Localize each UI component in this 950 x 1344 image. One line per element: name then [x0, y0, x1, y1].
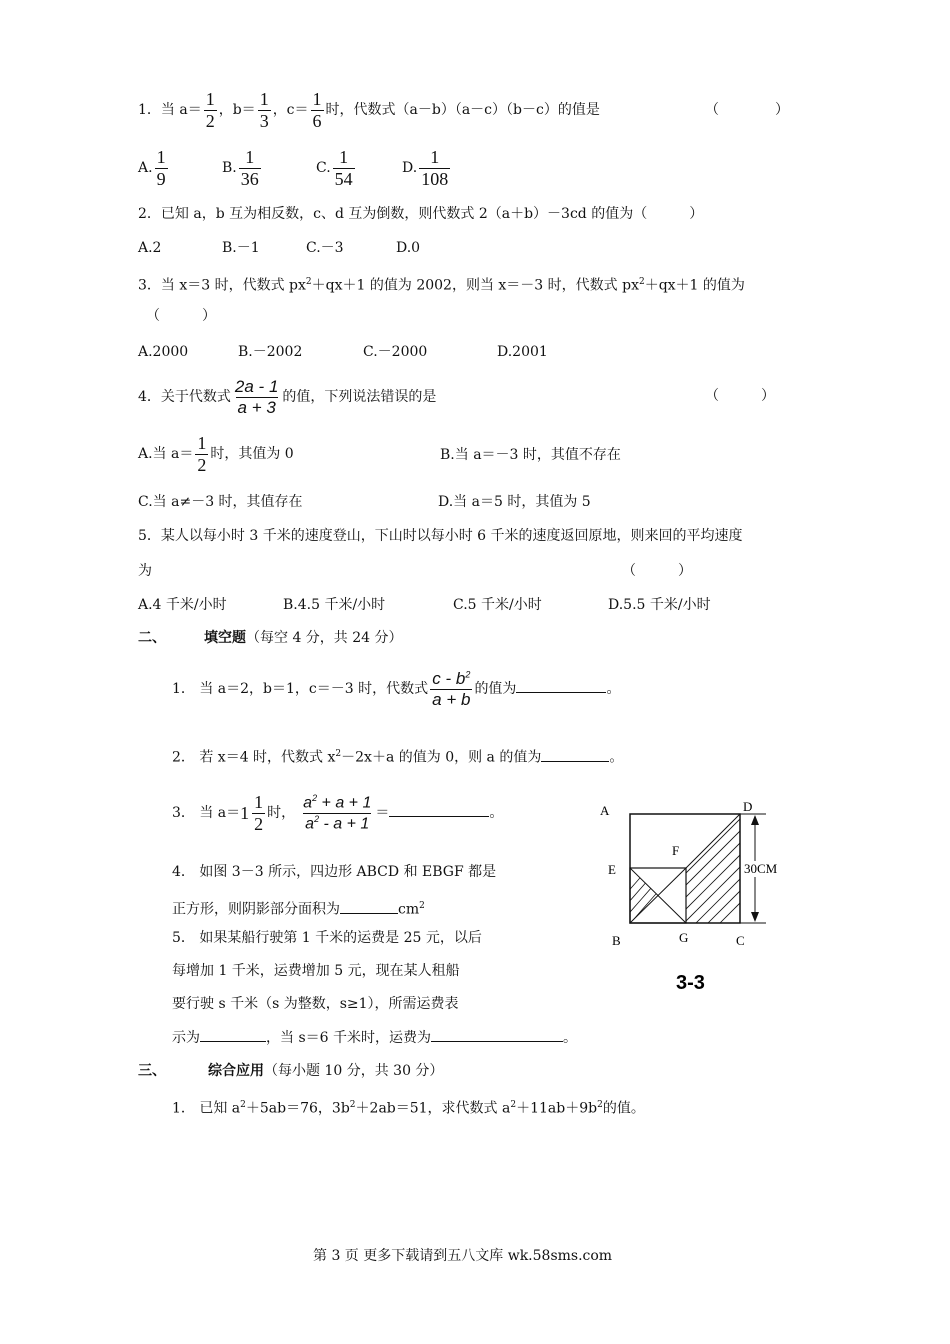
- q3-sup: 2: [305, 277, 312, 287]
- q1-frac-a: [204, 89, 217, 131]
- hatching-large: [590, 805, 820, 945]
- section-3-heading: [138, 1061, 443, 1081]
- q1-text: ，b＝: [218, 102, 256, 118]
- q1-c-num: 1: [312, 88, 322, 109]
- f4-unit-sup: 2: [419, 901, 425, 911]
- q1-text: 1．当 a＝: [138, 102, 202, 118]
- q1-opt-frac: [419, 147, 450, 189]
- f3-den: 2: [254, 813, 264, 834]
- answer-blank[interactable]: [200, 1027, 266, 1042]
- q1-opt-den: 108: [421, 168, 449, 189]
- q1-opt-label: C.: [316, 160, 331, 176]
- q3-text: ＋qx＋1 的值为: [644, 277, 745, 294]
- f3-text: 。: [489, 805, 504, 821]
- f3-expr-part: a: [305, 814, 315, 832]
- q5-option-d: D.5.5 千米/小时: [608, 597, 711, 613]
- q4-den: a + 3: [237, 397, 276, 417]
- q1-opt-label: D.: [402, 160, 418, 176]
- q1-opt-frac: [155, 147, 168, 189]
- q1-opt-label: A.: [138, 160, 153, 176]
- fill-1: [172, 666, 620, 712]
- q4-option-b: B.当 a＝－3 时，其值不存在: [440, 447, 621, 463]
- q3-sup: 2: [638, 277, 645, 287]
- f5-text: ，当 s＝6 千米时，运费为: [266, 1030, 431, 1046]
- fill-4-line-2: [172, 896, 425, 920]
- q1-b-den: 3: [259, 110, 269, 131]
- f3-expr-part: + a + 1: [317, 794, 372, 812]
- section-number: 二、: [138, 630, 166, 646]
- page-footer: 第 3 页 更多下载请到五八文库 wk.58sms.com: [313, 1248, 613, 1264]
- f2-text: 2． 若 x＝4 时，代数式 x: [172, 749, 336, 766]
- fill-5-line-1: 5． 如果某船行驶第 1 千米的运费是 25 元，以后: [172, 930, 482, 946]
- f5-text: 。: [563, 1030, 577, 1046]
- q4-paren: （ ）: [705, 388, 775, 404]
- q1-stem: [138, 88, 600, 132]
- section-2-heading: [138, 628, 403, 648]
- q4-opt-text: A.当 a＝: [138, 446, 194, 462]
- q1-opt-frac: [333, 147, 355, 189]
- fill-5-line-3: 要行驶 s 千米（s 为整数，s≥1），所需运费表: [172, 996, 459, 1012]
- q4-text: 的值，下列说法错误的是: [282, 389, 437, 405]
- section-title: 填空题: [204, 630, 246, 646]
- answer-blank[interactable]: [541, 747, 609, 762]
- q4-opt-num: 1: [197, 432, 207, 453]
- c1-text: 1． 已知 a: [172, 1100, 241, 1117]
- f5-text: 示为: [172, 1030, 200, 1046]
- label-b: B: [612, 933, 621, 948]
- f3-expr-sup: 2: [312, 792, 318, 803]
- q1-opt-den: 54: [334, 168, 353, 189]
- f1-text: 的值为: [474, 681, 517, 697]
- label-a: A: [600, 803, 610, 818]
- q4-opt-text: 时，其值为 0: [210, 446, 294, 462]
- q4-option-a: [138, 432, 294, 476]
- answer-blank[interactable]: [516, 678, 606, 693]
- q2-option-d: D.0: [396, 240, 421, 256]
- q1-opt-num: 1: [245, 146, 255, 167]
- fill-4-line-1: 4． 如图 3－3 所示，四边形 ABCD 和 EBGF 都是: [172, 864, 497, 880]
- f2-text: 。: [609, 749, 624, 766]
- label-e: E: [608, 862, 616, 877]
- f1-text: 1． 当 a＝2，b＝1，c＝－3 时，代数式: [172, 681, 429, 697]
- dimension-arrow-up: [751, 815, 759, 825]
- q1-option-d: [402, 146, 452, 190]
- q4-num: 2a - 1: [234, 376, 279, 396]
- q3-option-a: A.2000: [138, 344, 189, 360]
- q4-option-c: C.当 a≠－3 时，其值存在: [138, 494, 303, 510]
- figure-caption: 3-3: [676, 972, 705, 994]
- q1-a-num: 1: [205, 88, 215, 109]
- answer-blank[interactable]: [431, 1027, 563, 1042]
- c1-sup: 2: [349, 1100, 356, 1110]
- q5-stem: 5．某人以每小时 3 千米的速度登山，下山时以每小时 6 千米的速度返回原地，则来回的平均速度: [138, 528, 743, 544]
- q1-frac-c: [311, 89, 324, 131]
- q1-opt-den: 36: [240, 168, 259, 189]
- f3-whole: 1: [240, 803, 250, 823]
- f3-expr-part: a: [303, 794, 313, 812]
- q3-text: ＋qx＋1 的值为 2002，则当 x＝－3 时，代数式 px: [311, 277, 639, 294]
- q4-fraction: [233, 377, 280, 417]
- label-g: G: [679, 930, 689, 945]
- label-d: D: [743, 799, 753, 814]
- q5-paren: （ ）: [622, 563, 692, 579]
- f2-text: －2x＋a 的值为 0，则 a 的值为: [341, 749, 542, 766]
- f1-den: a + b: [432, 689, 471, 709]
- c1-text: 的值。: [602, 1100, 645, 1117]
- f3-text: 时，: [267, 805, 296, 821]
- q4-opt-den: 2: [197, 454, 207, 475]
- q3-text: 3．当 x＝3 时，代数式 px: [138, 277, 306, 294]
- c1-sup: 2: [510, 1100, 517, 1110]
- f3-fraction: [301, 793, 373, 833]
- q4-text: 4．关于代数式: [138, 389, 231, 405]
- q5-stem-2: 为: [138, 563, 152, 579]
- section-score: （每小题 10 分，共 30 分）: [264, 1063, 444, 1079]
- q1-opt-num: 1: [156, 146, 166, 167]
- c1-sup: 2: [597, 1100, 603, 1110]
- f3-expr-num: [301, 793, 373, 813]
- q1-opt-num: 1: [339, 146, 349, 167]
- fill-2: [172, 744, 623, 768]
- f3-expr-sup: 2: [314, 813, 320, 824]
- c1-text: ＋11ab＋9b: [516, 1100, 598, 1117]
- q1-frac-b: [258, 89, 271, 131]
- f4-unit: cm: [398, 901, 420, 918]
- f3-expr-den: [303, 813, 371, 834]
- f3-frac: [252, 792, 265, 834]
- q1-option-c: [316, 146, 357, 190]
- q1-opt-den: 9: [156, 168, 166, 189]
- c1-sup: 2: [240, 1100, 246, 1110]
- q3-option-d: D.2001: [497, 344, 548, 360]
- f1-num-text: c - b: [432, 668, 466, 688]
- q4-stem: [138, 374, 436, 420]
- q1-text: ，c＝: [272, 102, 309, 118]
- f1-num: [430, 669, 472, 689]
- dimension-label: 30CM: [744, 861, 778, 876]
- fill-3: [172, 790, 503, 836]
- q1-opt-frac: [239, 147, 261, 189]
- section-number: 三、: [138, 1063, 166, 1079]
- fill-5-line-4: [172, 1027, 577, 1048]
- q1-text: 时，代数式（a－b）（a－c）（b－c）的值是: [325, 102, 600, 118]
- dimension-arrow-down: [751, 912, 759, 922]
- f3-text: ＝: [375, 805, 390, 821]
- c1-text: ＋2ab＝51，求代数式 a: [355, 1100, 511, 1117]
- q1-opt-label: B.: [222, 160, 237, 176]
- section-score: （每空 4 分，共 24 分）: [246, 630, 403, 646]
- comprehensive-1: [172, 1095, 645, 1119]
- q3-paren: （ ）: [146, 308, 216, 324]
- q2-option-c: C.－3: [306, 240, 344, 256]
- label-c: C: [736, 933, 745, 948]
- q2-stem: 2．已知 a，b 互为相反数，c、d 互为倒数，则代数式 2（a＋b）－3cd 的值为（ ）: [138, 206, 704, 222]
- f2-sup: 2: [335, 749, 342, 759]
- f3-mixed-number: [240, 790, 267, 836]
- q5-option-b: B.4.5 千米/小时: [283, 597, 386, 613]
- label-f: F: [672, 843, 680, 858]
- q2-option-b: B.－1: [222, 240, 260, 256]
- f1-num-sup: 2: [465, 669, 471, 680]
- f3-expr-part: - a + 1: [319, 814, 370, 832]
- q1-paren: （ ）: [705, 102, 789, 118]
- q5-option-a: A.4 千米/小时: [138, 597, 227, 613]
- figure-3-3: [590, 795, 820, 1005]
- f1-text: 。: [606, 681, 621, 697]
- q4-option-d: D.当 a＝5 时，其值为 5: [438, 494, 591, 510]
- answer-blank[interactable]: [340, 899, 398, 914]
- f3-text: 3． 当 a＝: [172, 805, 241, 821]
- f1-fraction: [430, 669, 472, 709]
- c1-text: ＋5ab＝76，3b: [245, 1100, 350, 1117]
- q3-stem: [138, 272, 745, 296]
- q3-option-c: C.－2000: [363, 344, 428, 360]
- q5-option-c: C.5 千米/小时: [453, 597, 542, 613]
- q1-opt-num: 1: [430, 146, 440, 167]
- q1-c-den: 6: [312, 110, 322, 131]
- q1-option-a: [138, 146, 170, 190]
- q1-option-b: [222, 146, 263, 190]
- q1-a-den: 2: [205, 110, 215, 131]
- q2-option-a: A.2: [138, 240, 162, 256]
- line-fd: [686, 814, 740, 868]
- f4-text: 正方形，则阴影部分面积为: [172, 901, 340, 918]
- q3-option-b: B.－2002: [238, 344, 303, 360]
- answer-blank[interactable]: [389, 802, 489, 817]
- q4-opt-frac: [195, 433, 208, 475]
- f3-num: 1: [254, 791, 264, 812]
- fill-5-line-2: 每增加 1 千米，运费增加 5 元，现在某人租船: [172, 963, 460, 979]
- q1-b-num: 1: [259, 88, 269, 109]
- section-title: 综合应用: [208, 1063, 264, 1079]
